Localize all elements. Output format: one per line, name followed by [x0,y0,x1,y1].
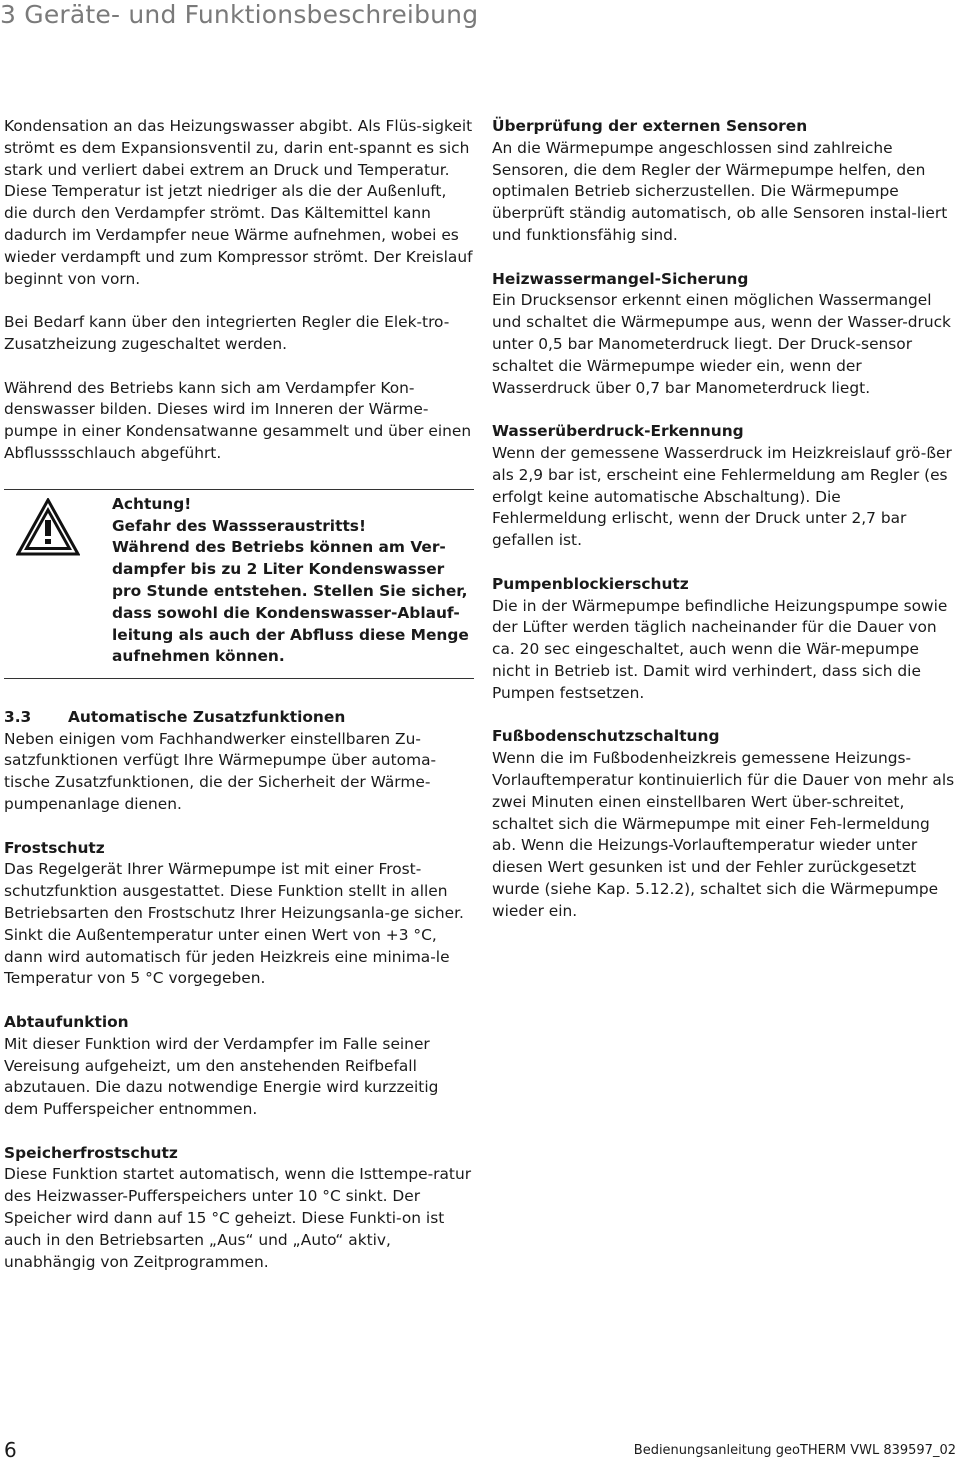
page-header-title: 3 Geräte- und Funktionsbeschreibung [0,0,479,29]
page-number: 6 [4,1438,17,1462]
pumpenblockierschutz-text: Die in der Wärmepumpe befindliche Heizungspumpe sowie der Lüfter werden täglich nacheinander für die Dauer von ca. 20 sec eingeschaltet, auch wenn die Wär-mepumpe nicht in Betrieb ist. Damit wird verhindert, dass sich die Pumpen festsetzen. [492,596,948,702]
warning-text [112,494,472,668]
wassermangel-heading: Heizwassermangel-Sicherung [492,269,749,288]
frostschutz-text-2: Sinkt die Außentemperatur unter einen Wert von +3 °C, dann wird automatisch für jeden Heizkreis eine minima-le Temperatur von 5 °C vorgegeben. [4,925,450,988]
wassermangel-text: Ein Drucksensor erkennt einen möglichen Wassermangel und schaltet die Wärmepumpe aus, wenn der Wasser-druck unter 0,5 bar Manometerdruck liegt. Der Druck-sensor schaltet die Wärmepumpe wieder ein, wenn der Wasserdruck über 0,7 bar Manometerdruck liegt. [492,291,951,397]
warning-box [4,489,474,679]
right-column [492,116,958,922]
ueberdruck-text: Wenn der gemessene Wasserdruck im Heizkreislauf grö-ßer als 2,9 bar ist, erscheint eine Fehlermeldung am Regler (es erfolgt keine automatische Abschaltung). Die Fehlermeldung erlischt, wenn der Druck unter 2,7 bar gefallen ist. [492,443,952,550]
section-intro: Neben einigen vom Fachhandwerker einstellbaren Zu-satzfunktionen verfügt Ihre Wärmepumpe über automa-tische Zusatzfunktionen, die der Sicherheit der Wärme-pumpenanlage dienen. [4,729,437,813]
pumpenblockierschutz-heading: Pumpenblockierschutz [492,574,689,593]
section-number: 3.3 [4,707,32,726]
abtaufunktion-heading: Abtaufunktion [4,1012,129,1031]
warning-title: Achtung! [112,494,192,513]
frostschutz-heading: Frostschutz [4,838,105,857]
fussbodenschutz-text: Wenn die im Fußbodenheizkreis gemessene Heizungs-Vorlauftemperatur kontinuierlich für die Dauer von mehr als zwei Minuten einen einstellbaren Wert über-schreitet, schaltet sich die Wärmepumpe mit einer Feh-lermeldung ab. Wenn die Heizungs-Vorlauftemperatur wieder unter diesen Wert gesunken ist und der Fehler zurückgesetzt wurde (siehe Kap. 5.12.2), schaltet sich die Wärmepumpe wieder ein. [492,749,955,920]
sensoren-heading: Überprüfung der externen Sensoren [492,117,808,135]
left-column [4,116,474,1273]
warning-subtitle: Gefahr des Wassseraustritts! [112,516,366,535]
speicherfrostschutz-heading: Speicherfrostschutz [4,1143,178,1162]
section-title: Automatische Zusatzfunktionen [68,707,346,726]
document-reference: Bedienungsanleitung geoTHERM VWL 839597_02 [633,1443,956,1458]
abtaufunktion-text: Mit dieser Funktion wird der Verdampfer im Falle seiner Vereisung aufgeheizt, um den anstehenden Reifbefall abzutauen. Die dazu notwendige Energie wird kurzzeitig dem Pufferspeicher entnommen. [4,1034,439,1119]
paragraph-kondensation: Kondensation an das Heizungswasser abgibt. Als Flüs-sigkeit strömt es dem Expansionsventil zu, darin ent-spannt es sich stark und verliert dabei extrem an Druck und Temperatur. Diese Temperatur ist jetzt niedriger als die der Außenluft, die durch den Verdampfer strömt. Das Kältemittel kann dadurch im Verdampfer neue Wärme aufnehmen, wobei es wieder verdampft und zum Kompressor strömt. Der Kreislauf beginnt von vorn. [4,117,473,288]
paragraph-elektro-zusatzheizung: Bei Bedarf kann über den integrierten Regler die Elek-tro-Zusatzheizung zugeschaltet werden. [4,313,450,353]
warning-triangle-icon [16,498,80,556]
speicherfrostschutz-text: Diese Funktion startet automatisch, wenn die Isttempe-ratur des Heizwasser-Pufferspeichers unter 10 °C sinkt. Der Speicher wird dann auf 15 °C geheizt. Diese Funkti-on ist auch in den Betriebsarten „Aus“ und „Auto“ aktiv, unabhängig von Zeitprogrammen. [4,1165,472,1271]
section-heading [4,707,474,729]
sensoren-text: An die Wärmepumpe angeschlossen sind zahlreiche Sensoren, die dem Regler der Wärmepumpe helfen, den optimalen Betrieb sicherzustellen. Die Wärmepumpe überprüft ständig automatisch, ob alle Sensoren instal-liert und funktionsfähig sind. [492,138,948,244]
paragraph-kondenswasser: Während des Betriebs kann sich am Verdampfer Kon-denswasser bilden. Dieses wird im Inneren der Wärme-pumpe in einer Kondensatwanne gesammelt und über einen Abflusssschlauch abgeführt. [4,378,472,462]
fussbodenschutz-heading: Fußbodenschutzschaltung [492,727,720,746]
ueberdruck-heading: Wasserüberdruck-Erkennung [492,422,744,441]
warning-body: Während des Betriebs können am Ver-dampfer bis zu 2 Liter Kondenswasser pro Stunde entstehen. Stellen Sie sicher, dass sowohl die Kondenswasser-Ablauf-leitung als auch der Abfluss diese Menge aufnehmen können. [112,538,469,666]
frostschutz-text-1: Das Regelgerät Ihrer Wärmepumpe ist mit einer Frost-schutzfunktion ausgestattet. Diese Funktion stellt in allen Betriebsarten den Frostschutz Ihrer Heizungsanla-ge sicher. [4,860,464,922]
